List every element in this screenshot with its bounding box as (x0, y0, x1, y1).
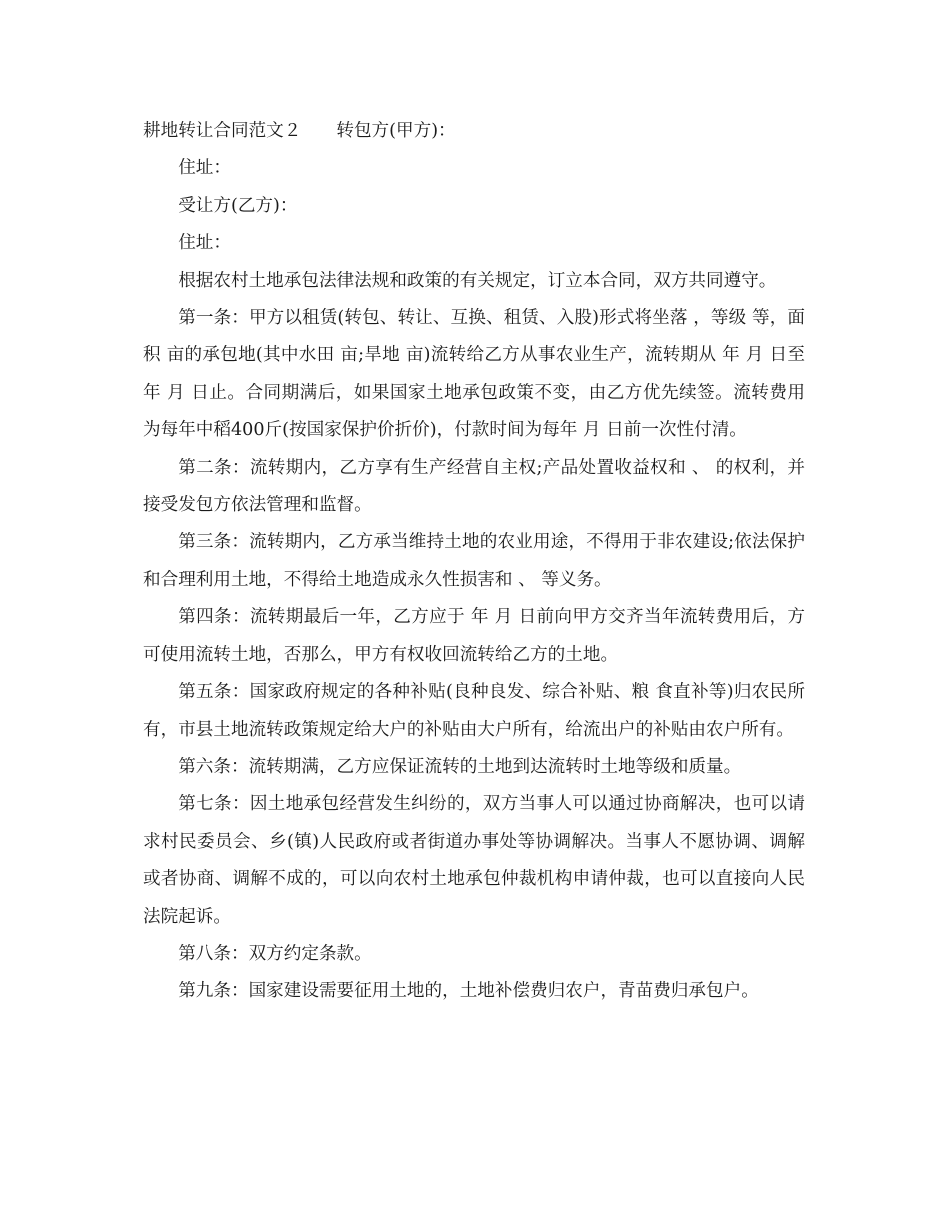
second-party-address: 住址： (178, 233, 231, 254)
article-2: 第二条：流转期内，乙方享有生产经营自主权;产品处置收益权和 、 的权利，并接受发包方依法管理和监督。 (143, 457, 805, 516)
second-party-label: 受让方(乙方)： (178, 195, 298, 216)
article-7: 第七条：因土地承包经营发生纠纷的，双方当事人可以通过协商解决，也可以请求村民委员会、乡(镇)人民政府或者街道办事处等协调解决。当事人不愿协调、调解或者协商、调解不成的，可以向农村土地承包仲裁机构申请仲裁，也可以直接向人民法院起诉。 (143, 794, 805, 927)
article-4: 第四条：流转期最后一年，乙方应于 年 月 日前向甲方交齐当年流转费用后，方可使用流转土地，否那么，甲方有权收回流转给乙方的土地。 (143, 607, 805, 665)
article-9: 第九条：国家建设需要征用土地的，土地补偿费归农户，青苗费归承包户。 (178, 981, 759, 1002)
article-5: 第五条：国家政府规定的各种补贴(良种良发、综合补贴、粮 食直补等)归农民所有，市县土地流转政策规定给大户的补贴由大户所有，给流出户的补贴由农户所有。 (143, 682, 805, 740)
title-line (143, 113, 805, 150)
first-party-label: 转包方(甲方)： (336, 121, 456, 141)
first-party-address: 住址： (178, 158, 231, 179)
article-3: 第三条：流转期内，乙方承当维持土地的农业用途，不得用于非农建设;依法保护和合理利用土地，不得给土地造成永久性损害和 、 等义务。 (143, 532, 805, 590)
article-1: 第一条：甲方以租赁(转包、转让、互换、租赁、入股)形式将坐落 ，等级 等，面积 亩的承包地(其中水田 亩;旱地 亩)流转给乙方从事农业生产，流转期从 年 月 日至 年 月 日止。合同期满后，如果国家土地承包政策不变，由乙方优先续签。流转费用为每年中稻400斤(按国家保护价折价)，付款时间为每年 月 日前一次性付清。 (143, 308, 805, 441)
document-body (143, 113, 805, 1011)
article-8: 第八条：双方约定条款。 (178, 943, 372, 964)
preamble-paragraph: 根据农村土地承包法律法规和政策的有关规定，订立本合同，双方共同遵守。 (178, 270, 777, 291)
document-title: 耕地转让合同范文２ (143, 121, 302, 141)
article-6: 第六条：流转期满，乙方应保证流转的土地到达流转时土地等级和质量。 (178, 756, 742, 777)
